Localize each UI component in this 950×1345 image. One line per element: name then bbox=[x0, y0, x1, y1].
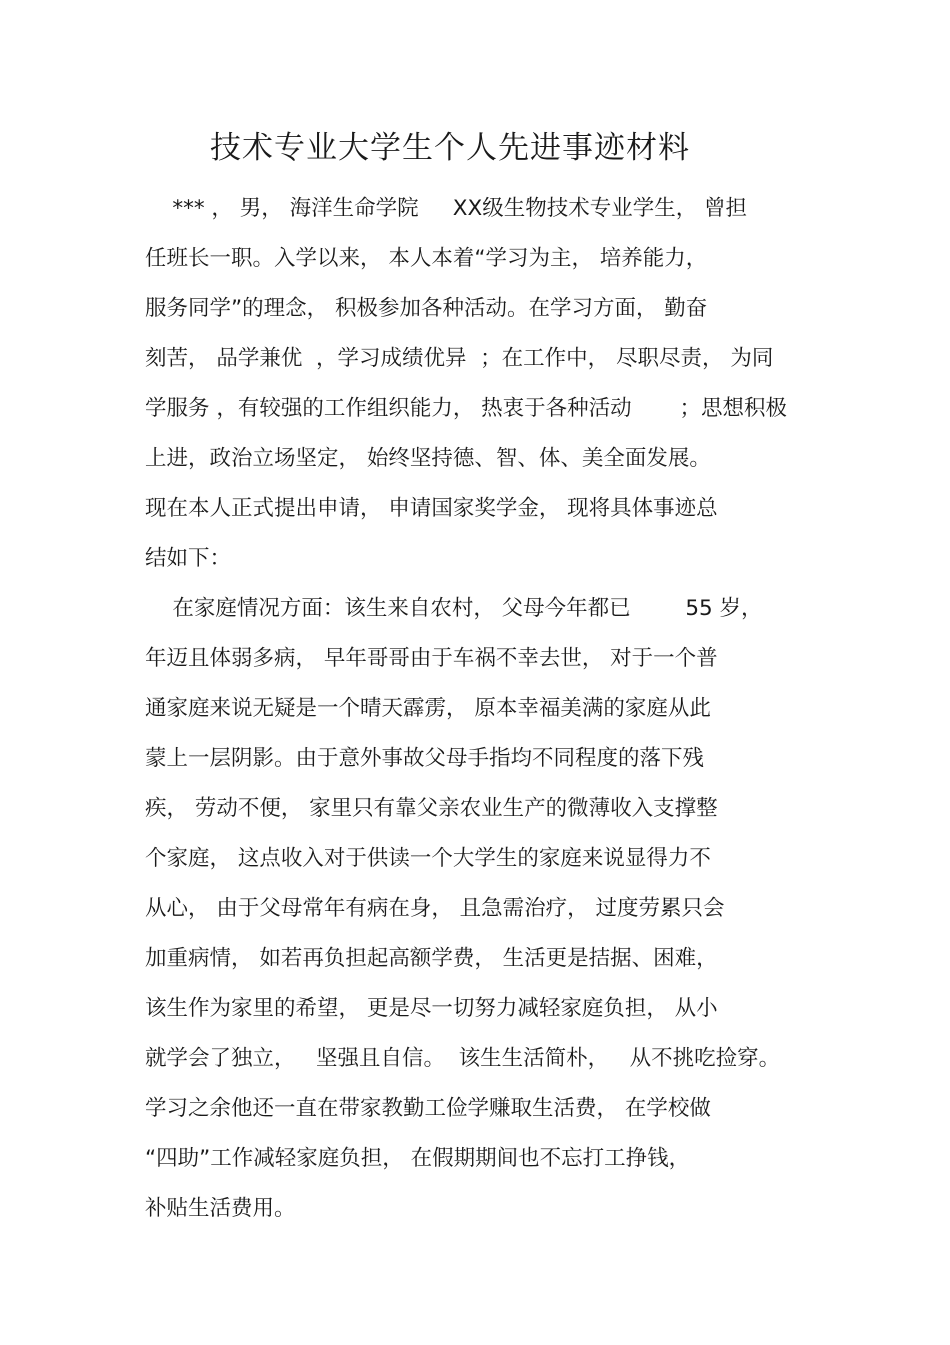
text-line: 学习之余他还一直在带家教勤工俭学赚取生活费， 在学校做 bbox=[145, 1096, 711, 1121]
text-line: 加重病情， 如若再负担起高额学费， 生活更是拮据、困难， bbox=[145, 946, 718, 971]
text-line: “四助”工作减轻家庭负担， 在假期期间也不忘打工挣钱， bbox=[145, 1146, 691, 1171]
text-line: 补贴生活费用。 bbox=[145, 1196, 296, 1221]
text-line: *** ， 男， 海洋生命学院 XX级生物技术专业学生， 曾担 bbox=[145, 196, 748, 221]
document-title: 技术专业大学生个人先进事迹材料 bbox=[210, 130, 690, 166]
text-line: 通家庭来说无疑是一个晴天霹雳， 原本幸福美满的家庭从此 bbox=[145, 696, 711, 721]
text-line: 疾， 劳动不便， 家里只有靠父亲农业生产的微薄收入支撑整 bbox=[145, 796, 718, 821]
text-line: 该生作为家里的希望， 更是尽一切努力减轻家庭负担， 从小 bbox=[145, 996, 718, 1021]
text-line: 学服务 ，有较强的工作组织能力， 热衷于各种活动 ；思想积极 bbox=[145, 396, 788, 421]
text-line: 年迈且体弱多病， 早年哥哥由于车祸不幸去世， 对于一个普 bbox=[145, 646, 718, 671]
text-line: 结如下： bbox=[145, 546, 232, 571]
text-line: 刻苦， 品学兼优 ，学习成绩优异 ；在工作中， 尽职尽责， 为同 bbox=[145, 346, 774, 371]
document-body bbox=[145, 192, 825, 1242]
text-line: 就学会了独立， 坚强且自信。 该生生活简朴， 从不挑吃捡穿。 bbox=[145, 1046, 781, 1071]
text-line: 现在本人正式提出申请， 申请国家奖学金， 现将具体事迹总 bbox=[145, 496, 718, 521]
text-line: 个家庭， 这点收入对于供读一个大学生的家庭来说显得力不 bbox=[145, 846, 711, 871]
text-line: 任班长一职。入学以来， 本人本着“学习为主， 培养能力， bbox=[145, 246, 708, 271]
text-line: 蒙上一层阴影。由于意外事故父母手指均不同程度的落下残 bbox=[145, 746, 705, 771]
text-line: 服务同学”的理念， 积极参加各种活动。在学习方面， 勤奋 bbox=[145, 296, 708, 321]
text-line: 在家庭情况方面：该生来自农村， 父母今年都已 55 岁， bbox=[145, 596, 763, 621]
text-line: 上进，政治立场坚定， 始终坚持德、智、体、美全面发展。 bbox=[145, 446, 711, 471]
text-line: 从心， 由于父母常年有病在身， 且急需治疗， 过度劳累只会 bbox=[145, 896, 725, 921]
